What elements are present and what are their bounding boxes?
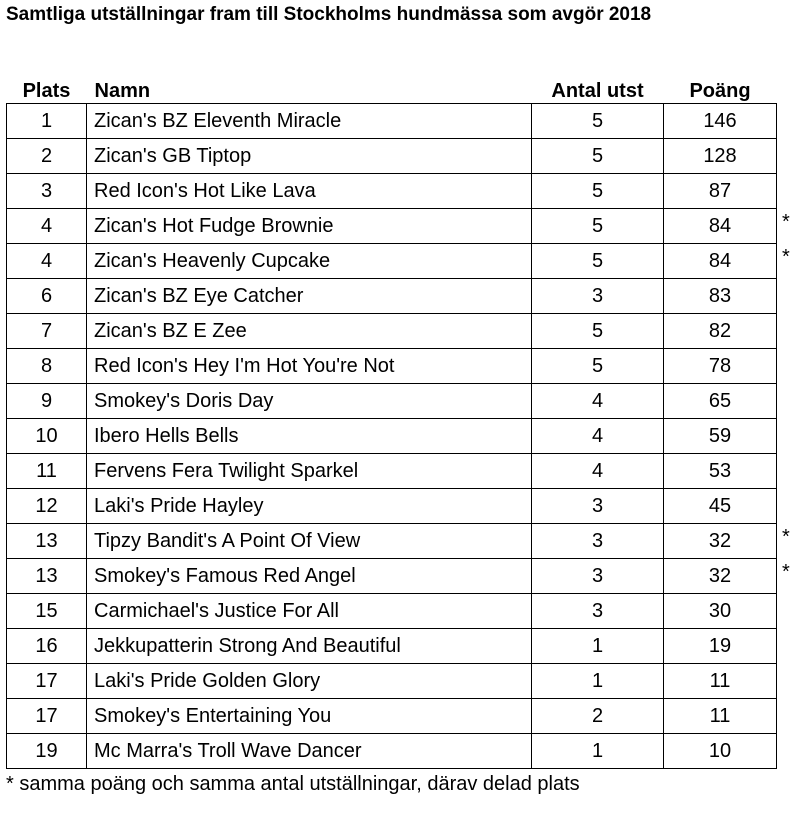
cell-poang: 10 bbox=[664, 734, 777, 769]
table-row bbox=[7, 594, 777, 629]
table-row bbox=[7, 174, 777, 209]
table-row bbox=[7, 139, 777, 174]
table-row bbox=[7, 384, 777, 419]
cell-namn: Zican's Hot Fudge Brownie bbox=[87, 209, 532, 244]
cell-namn: Zican's BZ Eleventh Miracle bbox=[87, 104, 532, 139]
page-title: Samtliga utställningar fram till Stockholms hundmässa som avgör 2018 bbox=[6, 4, 652, 25]
table-row bbox=[7, 419, 777, 454]
cell-plats: 12 bbox=[7, 489, 87, 524]
cell-antal: 3 bbox=[532, 524, 664, 559]
cell-plats: 15 bbox=[7, 594, 87, 629]
cell-poang: 11 bbox=[664, 664, 777, 699]
cell-poang: 84 bbox=[664, 244, 777, 279]
cell-antal: 1 bbox=[532, 734, 664, 769]
cell-namn: Carmichael's Justice For All bbox=[87, 594, 532, 629]
cell-poang: 87 bbox=[664, 174, 777, 209]
cell-antal: 3 bbox=[532, 594, 664, 629]
table-row bbox=[7, 104, 777, 139]
cell-namn: Red Icon's Hot Like Lava bbox=[87, 174, 532, 209]
header-poang: Poäng bbox=[689, 80, 751, 102]
cell-antal: 2 bbox=[532, 699, 664, 734]
cell-plats: 13 bbox=[7, 524, 87, 559]
results-table bbox=[6, 70, 777, 769]
cell-plats: 10 bbox=[7, 419, 87, 454]
cell-namn: Jekkupatterin Strong And Beautiful bbox=[87, 629, 532, 664]
cell-plats: 17 bbox=[7, 699, 87, 734]
cell-antal: 5 bbox=[532, 174, 664, 209]
cell-antal: 5 bbox=[532, 104, 664, 139]
tie-marker: * bbox=[782, 560, 790, 583]
cell-plats: 8 bbox=[7, 349, 87, 384]
table-row bbox=[7, 314, 777, 349]
table-row bbox=[7, 244, 777, 279]
cell-namn: Smokey's Entertaining You bbox=[87, 699, 532, 734]
cell-plats: 11 bbox=[7, 454, 87, 489]
cell-plats: 4 bbox=[7, 209, 87, 244]
cell-plats: 3 bbox=[7, 174, 87, 209]
cell-poang: 11 bbox=[664, 699, 777, 734]
header-plats: Plats bbox=[22, 80, 71, 102]
cell-namn: Zican's Heavenly Cupcake bbox=[87, 244, 532, 279]
cell-poang: 30 bbox=[664, 594, 777, 629]
cell-plats: 17 bbox=[7, 664, 87, 699]
cell-poang: 19 bbox=[664, 629, 777, 664]
cell-poang: 32 bbox=[664, 559, 777, 594]
tie-marker: * bbox=[782, 525, 790, 548]
table-row bbox=[7, 454, 777, 489]
cell-namn: Zican's BZ E Zee bbox=[87, 314, 532, 349]
cell-antal: 5 bbox=[532, 139, 664, 174]
cell-plats: 16 bbox=[7, 629, 87, 664]
cell-plats: 19 bbox=[7, 734, 87, 769]
cell-antal: 5 bbox=[532, 314, 664, 349]
table-row bbox=[7, 209, 777, 244]
cell-poang: 78 bbox=[664, 349, 777, 384]
cell-poang: 128 bbox=[664, 139, 777, 174]
cell-plats: 1 bbox=[7, 104, 87, 139]
cell-antal: 4 bbox=[532, 419, 664, 454]
cell-plats: 6 bbox=[7, 279, 87, 314]
table-row bbox=[7, 279, 777, 314]
cell-namn: Red Icon's Hey I'm Hot You're Not bbox=[87, 349, 532, 384]
table-row bbox=[7, 734, 777, 769]
cell-namn: Fervens Fera Twilight Sparkel bbox=[87, 454, 532, 489]
cell-poang: 32 bbox=[664, 524, 777, 559]
cell-namn: Laki's Pride Hayley bbox=[87, 489, 532, 524]
cell-antal: 4 bbox=[532, 384, 664, 419]
table-row bbox=[7, 524, 777, 559]
cell-plats: 4 bbox=[7, 244, 87, 279]
cell-namn: Tipzy Bandit's A Point Of View bbox=[87, 524, 532, 559]
cell-plats: 2 bbox=[7, 139, 87, 174]
table-row bbox=[7, 699, 777, 734]
cell-antal: 5 bbox=[532, 209, 664, 244]
table-row bbox=[7, 629, 777, 664]
cell-namn: Zican's GB Tiptop bbox=[87, 139, 532, 174]
table-header-row bbox=[7, 70, 777, 104]
cell-antal: 5 bbox=[532, 244, 664, 279]
table-body bbox=[7, 104, 777, 769]
cell-antal: 1 bbox=[532, 664, 664, 699]
cell-plats: 7 bbox=[7, 314, 87, 349]
cell-namn: Smokey's Famous Red Angel bbox=[87, 559, 532, 594]
table-row bbox=[7, 489, 777, 524]
cell-poang: 82 bbox=[664, 314, 777, 349]
cell-poang: 53 bbox=[664, 454, 777, 489]
cell-antal: 4 bbox=[532, 454, 664, 489]
header-antal: Antal utst bbox=[551, 80, 644, 102]
cell-poang: 59 bbox=[664, 419, 777, 454]
cell-namn: Ibero Hells Bells bbox=[87, 419, 532, 454]
footnote: * samma poäng och samma antal utställningar, därav delad plats bbox=[6, 773, 580, 795]
cell-antal: 1 bbox=[532, 629, 664, 664]
table-row bbox=[7, 559, 777, 594]
cell-poang: 65 bbox=[664, 384, 777, 419]
cell-namn: Smokey's Doris Day bbox=[87, 384, 532, 419]
cell-plats: 9 bbox=[7, 384, 87, 419]
cell-namn: Mc Marra's Troll Wave Dancer bbox=[87, 734, 532, 769]
tie-marker: * bbox=[782, 245, 790, 268]
cell-antal: 3 bbox=[532, 559, 664, 594]
table-row bbox=[7, 349, 777, 384]
tie-marker: * bbox=[782, 210, 790, 233]
cell-poang: 83 bbox=[664, 279, 777, 314]
cell-namn: Zican's BZ Eye Catcher bbox=[87, 279, 532, 314]
cell-poang: 146 bbox=[664, 104, 777, 139]
cell-antal: 3 bbox=[532, 279, 664, 314]
table-row bbox=[7, 664, 777, 699]
cell-antal: 5 bbox=[532, 349, 664, 384]
cell-poang: 84 bbox=[664, 209, 777, 244]
cell-namn: Laki's Pride Golden Glory bbox=[87, 664, 532, 699]
cell-poang: 45 bbox=[664, 489, 777, 524]
cell-antal: 3 bbox=[532, 489, 664, 524]
cell-plats: 13 bbox=[7, 559, 87, 594]
header-namn: Namn bbox=[94, 80, 151, 102]
